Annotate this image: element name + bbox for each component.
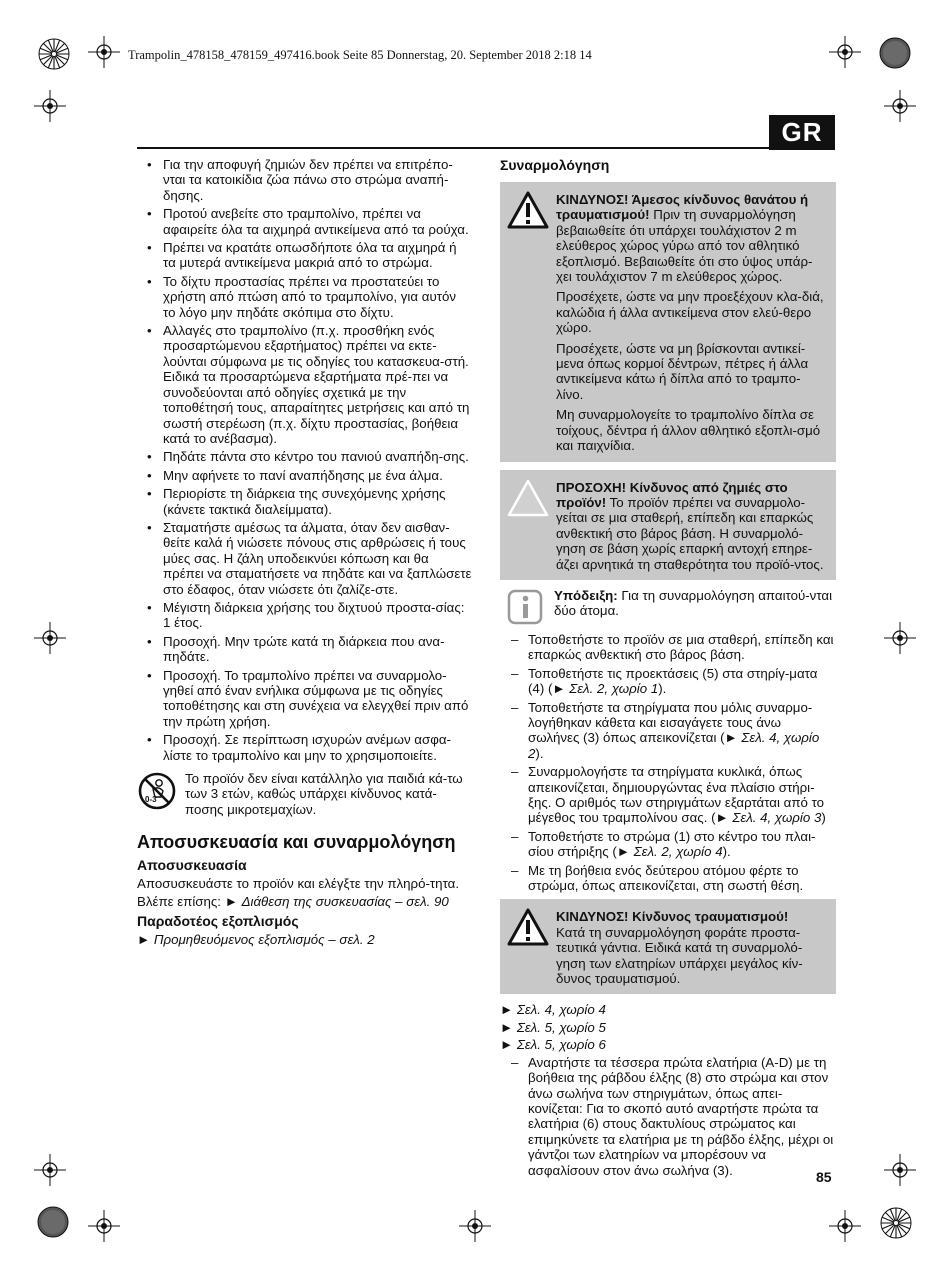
language-badge: GR <box>769 115 835 150</box>
warning-triangle-icon <box>506 190 550 230</box>
supplied-line: ► Προμηθευόμενος εξοπλισμός – σελ. 2 <box>137 932 375 948</box>
figure-reference[interactable]: Σελ. 2, χωρίο 4 <box>633 844 723 860</box>
caution-box <box>500 470 836 580</box>
spring-steps <box>500 1055 836 1178</box>
section-title: Αποσυσκευασία και συναρμολόγηση <box>137 832 456 853</box>
danger-lead: ΚΙΝΔΥΝΟΣ! Κίνδυνος τραυματισμού! <box>556 909 789 925</box>
figure-reference[interactable]: Σελ. 4, χωρίο 4 <box>516 1002 606 1018</box>
age-warning-text: Το προϊόν δεν είναι κατάλληλο για παιδιά κά-τω των 3 ετών, καθώς υπάρχει κίνδυνος κατά-ποσης μικροτεμαχίων. <box>185 771 463 817</box>
list-item: – Αναρτήστε τα τέσσερα πρώτα ελατήρια (A-D) με τη βοήθεια της ράβδου έλξης (8) στο στρώμα και στον άνω σωλήνα των στηριγμάτων, όπως απει-κονίζεται: Για το σκοπό αυτό αναρτήστε πρώτα τα ελατήρια (6) στους δακτυλίους στρώματος και επιμηκύνετε τα ελατήρια με τη ράβδο έλξης, μέχρι οι γάντζοι των ελατηρίων να μπορέσουν να ασφαλίσουν στον άνω σωλήνα (3). <box>500 1055 836 1178</box>
warning-triangle-icon <box>506 907 550 947</box>
list-item: – Τοποθετήστε το προϊόν σε μια σταθερή, επίπεδη και επαρκώς ανθεκτική στο βάρος βάση. <box>500 632 836 663</box>
see-also-line: Βλέπε επίσης: ► Διάθεση της συσκευασίας – σελ. 90 <box>137 893 449 909</box>
registration-mark-icon <box>878 1205 914 1241</box>
info-icon <box>506 588 546 626</box>
crosshair-mark-icon <box>34 622 66 654</box>
assembly-steps <box>500 632 836 894</box>
no-children-under-3-icon <box>137 771 177 811</box>
hint-lead: Υπόδειξη: <box>554 587 618 603</box>
figure-reference[interactable]: Σελ. 2, χωρίο 1 <box>569 681 659 697</box>
print-file-header: Trampolin_478158_478159_497416.book Seite 85 Donnerstag, 20. September 2018 2:18 14 <box>128 48 592 62</box>
list-item: • Προτού ανεβείτε στο τραμπολίνο, πρέπει να αφαιρείτε όλα τα αιχμηρά αντικείμενα από τα ρούχα. <box>137 206 472 237</box>
supplied-link[interactable]: Προμηθευόμενος εξοπλισμός – σελ. 2 <box>153 932 375 948</box>
crosshair-mark-icon <box>829 1210 861 1242</box>
danger-box <box>500 899 836 994</box>
figure-reference[interactable]: Σελ. 4, χωρίο 3 <box>732 810 822 826</box>
list-item: • Μην αφήνετε το πανί αναπήδησης με ένα άλμα. <box>137 468 472 483</box>
supplied-heading: Παραδοτέος εξοπλισμός <box>137 913 299 930</box>
list-item: – Συναρμολογήστε τα στηρίγματα κυκλικά, όπως απεικονίζεται, δημιουργώντας ένα πλαίσιο στήρι-ξης. Ο αριθμός των στηριγμάτων εξαρτάται από το μέγεθος του τραμπολίνου σας. (► Σελ. 4, χωρίο 3) <box>500 764 836 826</box>
figure-reference[interactable]: Σελ. 4, χωρίο 2 <box>528 730 820 761</box>
safety-bullet-list <box>137 157 472 763</box>
list-item: • Προσοχή. Το τραμπολίνο πρέπει να συναρμολο-γηθεί από έναν ενήλικα σύμφωνα με τις οδηγίες τοποθέτησης και στη συνέχεια να ελεγχθεί πριν από την πρώτη χρήση. <box>137 668 472 730</box>
unpack-text: Αποσυσκευάστε το προϊόν και ελέγξτε την πληρό-τητα. <box>137 876 460 892</box>
figure-reference-line: ► Σελ. 5, χωρίο 6 <box>500 1037 606 1053</box>
list-item: • Προσοχή. Μην τρώτε κατά τη διάρκεια που ανα-πηδάτε. <box>137 634 472 665</box>
list-item: • Το δίχτυ προστασίας πρέπει να προστατεύει το χρήστη από πτώση από το τραμπολίνο, για αυτόν το λόγο μην πηδάτε σκόπιμα στο δίχτυ. <box>137 274 472 320</box>
left-column <box>137 157 472 947</box>
figure-reference[interactable]: Σελ. 5, χωρίο 6 <box>516 1037 606 1053</box>
age-icon-label: 0-3 <box>145 795 157 805</box>
header-rule <box>137 147 835 149</box>
gray-dot-mark-icon <box>36 1205 70 1239</box>
list-item: • Σταματήστε αμέσως τα άλματα, όταν δεν αισθαν-θείτε καλά ή νιώσετε πόνους στις αρθρώσεις ή τους μύες σας. Η ζάλη υποδεικνύει κόπωση και θα πρέπει να σταματήσετε να πηδάτε και να ξαπλώσετε στο έδαφος, όταν νιώσετε ότι ζαλίζε-στε. <box>137 520 472 597</box>
crosshair-mark-icon <box>88 36 120 68</box>
unpack-heading: Αποσυσκευασία <box>137 857 247 874</box>
crosshair-mark-icon <box>829 36 861 68</box>
danger-text: Μη συναρμολογείτε το τραμπολίνο δίπλα σε τοίχους, δέντρα ή άλλον αθλητικό εξοπλι-σμό και παιχνίδια. <box>556 407 821 454</box>
see-also-link[interactable]: Διάθεση της συσκευασίας – σελ. 90 <box>241 893 449 909</box>
list-item: • Πηδάτε πάντα στο κέντρο του πανιού αναπήδη-σης. <box>137 449 472 464</box>
crosshair-mark-icon <box>88 1210 120 1242</box>
figure-reference-line: ► Σελ. 5, χωρίο 5 <box>500 1019 606 1035</box>
danger-box <box>500 182 836 462</box>
list-item: – Τοποθετήστε τις προεκτάσεις (5) στα στηρίγ-ματα (4) (► Σελ. 2, χωρίο 1). <box>500 666 836 697</box>
list-item: • Πρέπει να κρατάτε οπωσδήποτε όλα τα αιχμηρά ή τα μυτερά αντικείμενα μακριά από το στρώμα. <box>137 240 472 271</box>
list-item: – Με τη βοήθεια ενός δεύτερου ατόμου φέρτε το στρώμα, όπως απεικονίζεται, στη σωστή θέση. <box>500 863 836 894</box>
danger-text: Κατά τη συναρμολόγηση φοράτε προστα-τευτικά γάντια. Ειδικά κατά τη συναρμολό-γηση των ελατηρίων υπάρχει μεγάλος κίν-δυνος τραυματισμού. <box>556 924 803 987</box>
figure-reference-line: ► Σελ. 4, χωρίο 4 <box>500 1002 606 1018</box>
crosshair-mark-icon <box>34 1154 66 1186</box>
list-item: • Για την αποφυγή ζημιών δεν πρέπει να επιτρέπο-νται τα κατοικίδια ζώα πάνω στο στρώμα αναπή-δησης. <box>137 157 472 203</box>
hint-text: Για τη συναρμολόγηση απαιτού-νται δύο άτομα. <box>554 587 833 619</box>
crosshair-mark-icon <box>34 90 66 122</box>
danger-text: Προσέχετε, ώστε να μην προεξέχουν κλα-διά, καλώδια ή άλλα αντικείμενα στον ελεύ-θερο χώρο. <box>556 289 824 336</box>
crosshair-mark-icon <box>884 90 916 122</box>
hint-note <box>500 588 836 626</box>
list-item: • Αλλαγές στο τραμπολίνο (π.χ. προσθήκη ενός προσαρτώμενου εξαρτήματος) πρέπει να εκτε-λούνται σύμφωνα με τις οδηγίες του κατασκευα-στή. Ειδικά τα προσαρτώμενα εξαρτήματα πρέ-πει να συνοδεύονται από οδηγίες σχετικά με την τοποθέτησή τους, απαραίτητες μετρήσεις και από τη σωστή στερέωση (π.χ. δίχτυ προστασίας, βοήθεια κατά το ανέβασμα). <box>137 323 472 446</box>
danger-text: Πριν τη συναρμολόγηση βεβαιωθείτε ότι υπάρχει τουλάχιστον 2 m ελεύθερος χώρος γύρω από τον αθλητικό εξοπλισμό. Βεβαιωθείτε ότι στο ύψος υπάρ-χει τουλάχιστον 7 m ελεύθερος χώρος. <box>556 207 813 285</box>
page-number: 85 <box>816 1169 832 1185</box>
danger-lead: ΚΙΝΔΥΝΟΣ! Άμεσος κίνδυνος θανάτου ή τραυματισμού! <box>556 192 809 223</box>
danger-text: Προσέχετε, ώστε να μη βρίσκονται αντικεί-μενα όπως κορμοί δέντρων, πέτρες ή άλλα αντικείμενα κάτω ή δίπλα από το τραμπο-λίνο. <box>556 340 809 402</box>
registration-mark-icon <box>36 36 72 72</box>
age-warning-note <box>137 771 472 817</box>
gray-dot-mark-icon <box>878 36 912 70</box>
right-column <box>500 157 836 1181</box>
list-item: • Προσοχή. Σε περίπτωση ισχυρών ανέμων ασφα-λίστε το τραμπολίνο και μην το χρησιμοποιείτε. <box>137 732 472 763</box>
caution-triangle-icon <box>506 478 550 518</box>
list-item: – Τοποθετήστε τα στηρίγματα που μόλις συναρμο-λογήθηκαν κάθετα και εισαγάγετε τους άνω σωλήνες (3) όπως απεικονίζεται (► Σελ. 4, χωρίο 2). <box>500 700 836 762</box>
figure-reference[interactable]: Σελ. 5, χωρίο 5 <box>516 1019 606 1035</box>
list-item: – Τοποθετήστε το στρώμα (1) στο κέντρο του πλαι-σίου στήριξης (► Σελ. 2, χωρίο 4). <box>500 829 836 860</box>
assembly-heading: Συναρμολόγηση <box>500 157 610 173</box>
crosshair-mark-icon <box>459 1210 491 1242</box>
list-item: • Μέγιστη διάρκεια χρήσης του διχτυού προστα-σίας: 1 έτος. <box>137 600 472 631</box>
list-item: • Περιορίστε τη διάρκεια της συνεχόμενης χρήσης (κάνετε τακτικά διαλείμματα). <box>137 486 472 517</box>
crosshair-mark-icon <box>884 1154 916 1186</box>
caution-lead: ΠΡΟΣΟΧΗ! Κίνδυνος από ζημιές στο προϊόν! <box>556 479 788 510</box>
crosshair-mark-icon <box>884 622 916 654</box>
caution-text: Το προϊόν πρέπει να συναρμολο-γείται σε μια σταθερή, επίπεδη και επαρκώς ανθεκτική στο βάρος βάση. Η συναρμολό-γηση σε βάση χωρίς επαρκή αντοχή επηρε-άζει αρνητικά τη σταθερότητα του προϊό-ντος. <box>556 494 824 572</box>
